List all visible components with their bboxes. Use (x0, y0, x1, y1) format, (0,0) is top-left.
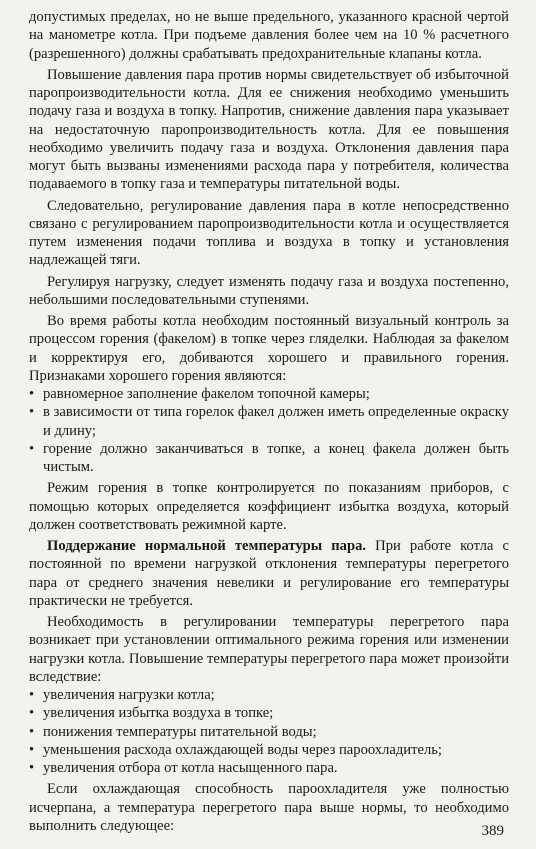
section-text: При работе котла с постоянной по времени нагрузкой отклонения температуры перегретого пара от среднего значения невелики и регулирование его температуры практически не требуется. (29, 538, 509, 609)
paragraph-pressure-increase: Повышение давления пара против нормы свидетельствует об избыточной паропроизводительности котла. Для ее снижения необходимо уменьшить подачу газа и воздуха в топку. Напротив, снижение давления пара указывает на недостаточную паропроизводительность котла. Для ее повышения необходимо увеличить подачу газа и воздуха. Отклонения давления пара могут быть вызваны изменениями расхода пара у потребителя, количества подаваемого в топку газа и температуры питательной воды. (29, 66, 509, 193)
paragraph-load-regulation: Регулируя нагрузку, следует изменять подачу газа и воздуха постепенно, небольшими последовательными ступенями. (29, 273, 509, 308)
paragraph-combustion-control: Во время работы котла необходим постоянный визуальный контроль за процессом горения (факелом) в топке через гляделки. Наблюдая за факелом и корректируя его, добиваются хорошего и правильного горения. Признаками хорошего горения являются: (29, 313, 509, 384)
page-body (29, 8, 509, 835)
list-item: • увеличения избытка воздуха в топке; (29, 704, 509, 722)
list-item: • увеличения отбора от котла насыщенного пара. (29, 759, 509, 777)
section-heading: Поддержание нормальной температуры пара. (47, 538, 367, 554)
list-item: • горение должно заканчиваться в топке, а конец факела должен быть чистым. (29, 440, 509, 477)
paragraph-combustion-mode: Режим горения в топке контролируется по показаниям приборов, с помощью которых определяется коэффициент избытка воздуха, который должен соответствовать режимной карте. (29, 480, 509, 533)
paragraph-steam-temperature (29, 537, 509, 610)
list-item: • уменьшения расхода охлаждающей воды через пароохладитель; (29, 741, 509, 759)
list-item: • равномерное заполнение факелом топочной камеры; (29, 385, 509, 403)
paragraph-temperature-regulation: Необходимость в регулировании температуры перегретого пара возникает при установлении оптимального режима горения или изменении нагрузки котла. Повышение температуры перегретого пара может произойти вследствие: (29, 614, 509, 685)
page-number: 389 (481, 823, 504, 839)
paragraph-desuperheater: Если охлаждающая способность пароохладителя уже полностью исчерпана, а температура перегретого пара выше нормы, то необходимо выполнить следующее: (29, 781, 509, 834)
paragraph-continuation: допустимых пределах, но не выше предельного, указанного красной чертой на манометре котла. При подъеме давления более чем на 10 % расчетного (разрешенного) должны срабатывать предохранительные клапаны котла. (29, 9, 509, 62)
list-item: • увеличения нагрузки котла; (29, 686, 509, 704)
list-item: • понижения температуры питательной воды; (29, 723, 509, 741)
paragraph-pressure-regulation: Следовательно, регулирование давления пара в котле непосредственно связано с регулированием паропроизводительности котла и осуществляется путем изменения подачи топлива и воздуха в топку и установления надлежащей тяги. (29, 197, 509, 269)
list-item: • в зависимости от типа горелок факел должен иметь определенные окраску и длину; (29, 403, 509, 440)
